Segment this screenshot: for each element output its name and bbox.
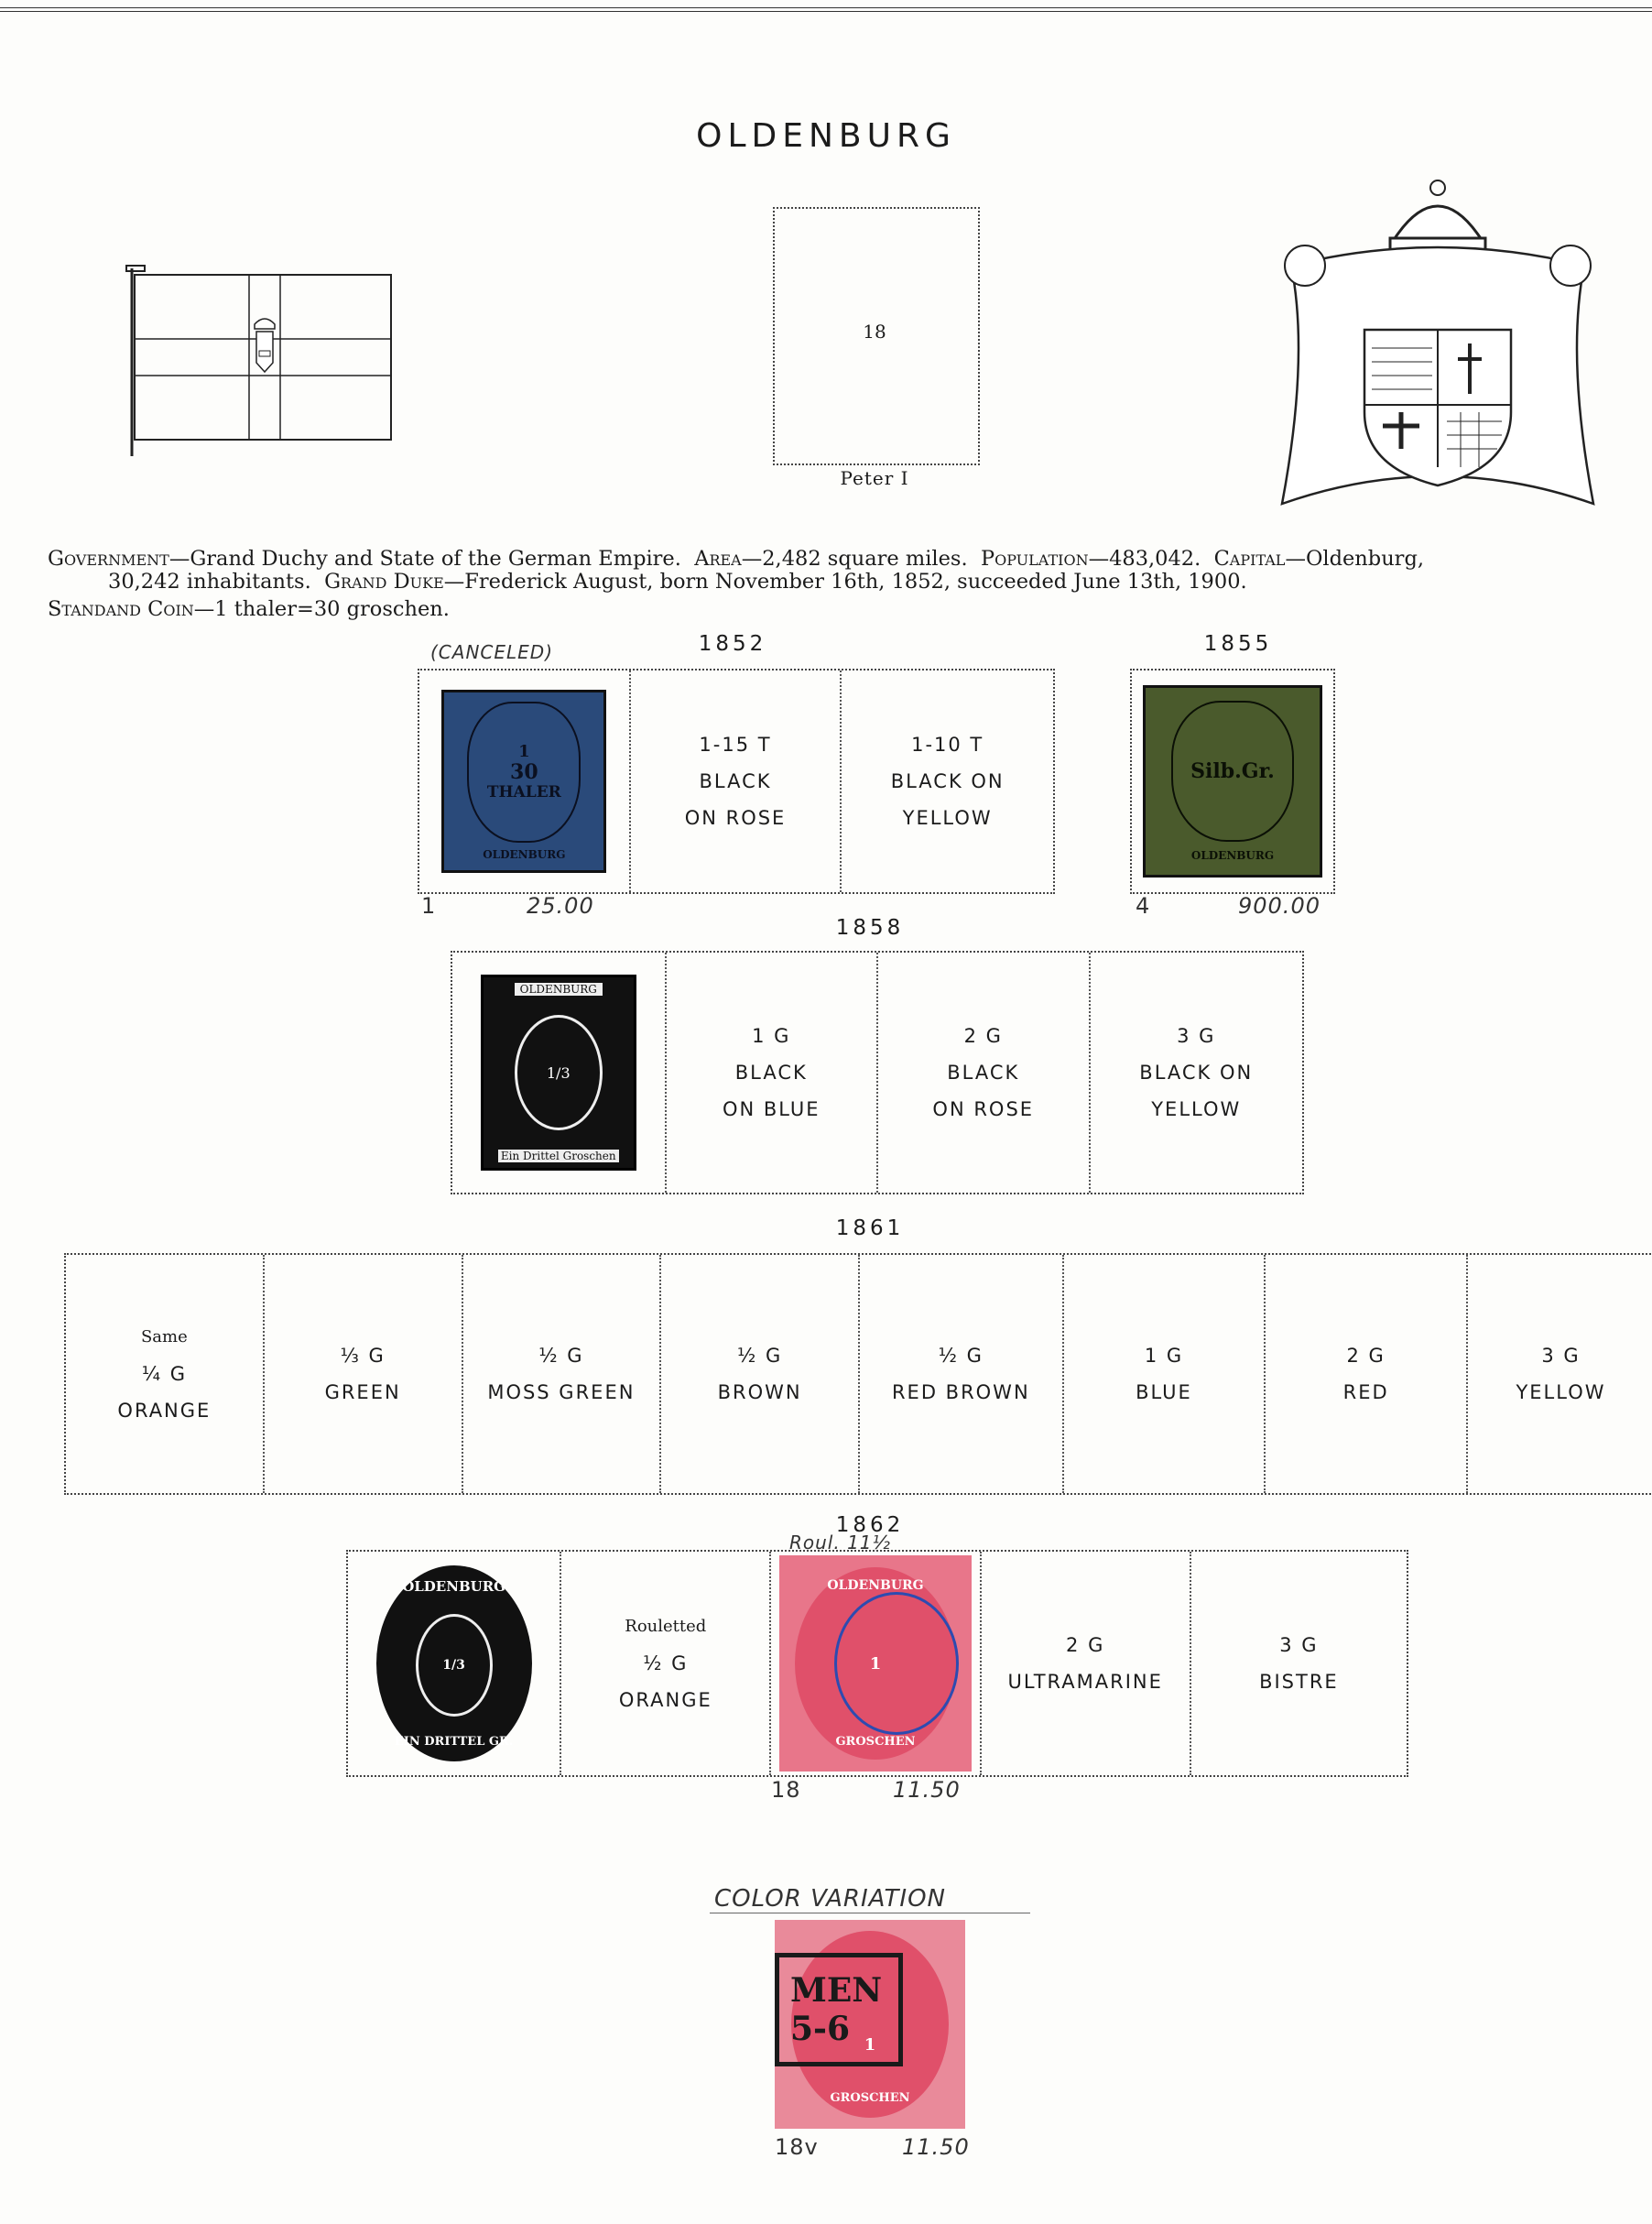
slot-line-3: YELLOW	[1151, 1098, 1242, 1120]
area-label: Area	[694, 547, 742, 571]
capital-text: —Oldenburg,	[1285, 547, 1424, 571]
slot-line-1: ¼ G	[141, 1363, 188, 1385]
year-1862: 1862	[835, 1513, 905, 1537]
slot-line-1: ½ G	[538, 1345, 584, 1367]
stamp-1855-text-2: OLDENBURG	[1190, 849, 1275, 862]
stamp-1862-red-1g[interactable]	[779, 1555, 972, 1772]
slot-1858-1g[interactable]	[667, 953, 879, 1193]
portrait-number: 18	[863, 321, 886, 343]
page-title: OLDENBURG	[696, 117, 956, 155]
row-1852	[418, 669, 1055, 894]
stamp-1852-blue[interactable]	[441, 690, 606, 873]
capital-label: Capital	[1213, 547, 1286, 571]
stamp-1855-green[interactable]	[1143, 685, 1322, 878]
price-4: 900.00	[1238, 893, 1321, 919]
slot-line-3: ON BLUE	[722, 1098, 821, 1120]
slot-line-1: 3 G	[1541, 1345, 1581, 1367]
handnote-canceled: (CANCELED)	[430, 641, 553, 663]
stamp-1862-embossed-black[interactable]	[376, 1565, 532, 1761]
slot-line-3: ON ROSE	[684, 807, 787, 829]
slot-line-1: 2 G	[963, 1025, 1003, 1047]
handnote-roulette: Roul. 11½	[789, 1532, 891, 1554]
stamp-1858-text-2: 1/3	[546, 1063, 571, 1082]
population-label: Population	[980, 547, 1089, 571]
slot-line-2: GREEN	[324, 1381, 401, 1403]
top-rule	[0, 7, 1652, 12]
slot-line-1: 1 G	[1144, 1345, 1184, 1367]
stamp-1858-slot	[452, 953, 667, 1193]
stamp-1852-text-4: OLDENBURG	[483, 848, 566, 861]
slot-line-1: ½ G	[643, 1652, 689, 1674]
slot-line-1: 3 G	[1177, 1025, 1216, 1047]
catalog-number-18v: 18v	[775, 2134, 819, 2160]
slot-line-2: RED BROWN	[891, 1381, 1030, 1403]
box-cancel-text-2: 5-6	[790, 2010, 851, 2048]
slot-line-3: YELLOW	[902, 807, 993, 829]
population-text: —483,042.	[1088, 547, 1201, 571]
catalog-number-4: 4	[1136, 893, 1151, 919]
stamp-1862-2-text-1: OLDENBURG	[827, 1578, 924, 1593]
slot-line-2: BLACK ON	[1139, 1062, 1254, 1084]
slot-line-1: 3 G	[1279, 1634, 1319, 1656]
stamp-1862-1-text-2: 1/3	[442, 1657, 465, 1673]
info-line-2	[108, 568, 1652, 595]
stamp-1862-2-slot	[771, 1552, 981, 1775]
slot-1858-3g[interactable]	[1091, 953, 1303, 1193]
slot-line-2: BLUE	[1136, 1381, 1192, 1403]
stamp-1852-text-3: THALER	[486, 783, 561, 801]
slot-line-1: 1-10 T	[911, 734, 984, 756]
government-label: Government	[48, 547, 169, 571]
postmark-cancel	[834, 1592, 959, 1735]
price-18: 11.50	[893, 1777, 961, 1803]
year-1861: 1861	[835, 1216, 905, 1240]
row-1861	[64, 1253, 1652, 1495]
slot-line-2: RED	[1342, 1381, 1389, 1403]
box-cancel	[775, 1953, 903, 2066]
stamp-1855-slot	[1132, 670, 1333, 892]
slot-line-0: Same	[140, 1327, 188, 1346]
slot-line-2: YELLOW	[1516, 1381, 1606, 1403]
slot-1862-2g[interactable]	[982, 1552, 1191, 1775]
stamp-1858-black[interactable]	[481, 975, 636, 1171]
slot-line-1: ½ G	[938, 1345, 984, 1367]
slot-1862-3g[interactable]	[1191, 1552, 1407, 1775]
stamp-18v-red[interactable]	[775, 1920, 965, 2129]
slot-1852-1-10t[interactable]	[842, 670, 1053, 892]
slot-1861-3g[interactable]	[1468, 1255, 1652, 1493]
price-18v: 11.50	[902, 2134, 970, 2160]
slot-line-1: 1-15 T	[699, 734, 772, 756]
slot-1861-1g[interactable]	[1064, 1255, 1266, 1493]
year-1858: 1858	[835, 916, 905, 940]
stamp-1852-text-1: 1	[518, 742, 530, 761]
price-1: 25.00	[527, 893, 594, 919]
grand-duke-label: Grand Duke	[324, 570, 444, 594]
stamp-1862-1-text-3: EIN DRITTEL GR.	[394, 1735, 514, 1749]
slot-1862-half-g-rouletted[interactable]	[561, 1552, 771, 1775]
slot-line-1: ½ G	[736, 1345, 783, 1367]
slot-line-2: BLACK	[699, 770, 772, 792]
slot-line-2: MOSS GREEN	[487, 1381, 636, 1403]
year-1855: 1855	[1203, 632, 1273, 656]
slot-1861-half-g-red-brown[interactable]	[860, 1255, 1064, 1493]
stamp-1858-text-3: Ein Drittel Groschen	[498, 1150, 619, 1162]
slot-line-2: BISTRE	[1259, 1671, 1339, 1693]
row-1862	[346, 1550, 1408, 1777]
coin-text: —1 thaler=30 groschen.	[193, 597, 450, 621]
stamp-1858-text-1: OLDENBURG	[515, 983, 603, 996]
government-text: —Grand Duchy and State of the German Empire.	[168, 547, 681, 571]
slot-1858-2g[interactable]	[878, 953, 1091, 1193]
stamp-18v-text-2: GROSCHEN	[830, 2091, 910, 2105]
slot-line-2: ULTRAMARINE	[1007, 1671, 1163, 1693]
inhabitants-text: 30,242 inhabitants.	[108, 570, 311, 594]
slot-1861-half-g-moss[interactable]	[463, 1255, 662, 1493]
slot-line-2: BROWN	[717, 1381, 802, 1403]
portrait-caption: Peter I	[840, 467, 909, 489]
coin-label: Standand Coin	[48, 597, 194, 621]
slot-line-2: ORANGE	[618, 1689, 712, 1711]
stamp-1855-text-1: Silb.Gr.	[1190, 759, 1275, 783]
slot-line-3: ON ROSE	[932, 1098, 1035, 1120]
slot-1852-1-15t[interactable]	[631, 670, 842, 892]
stamp-1862-1-text-1: OLDENBURG	[402, 1578, 505, 1595]
slot-line-2: ORANGE	[117, 1400, 212, 1422]
slot-line-1: ⅓ G	[340, 1345, 386, 1367]
stamp-1852-text-2: 30	[510, 760, 538, 784]
slot-line-2: BLACK	[734, 1062, 808, 1084]
color-variation-label: COLOR VARIATION	[714, 1885, 946, 1913]
box-cancel-text-1: MEN	[790, 1971, 883, 2010]
flag-illustration	[121, 264, 405, 456]
catalog-number-18: 18	[771, 1777, 801, 1803]
slot-line-1: 2 G	[1346, 1345, 1386, 1367]
slot-line-2: BLACK	[947, 1062, 1020, 1084]
row-1855	[1130, 669, 1335, 894]
row-1858	[451, 951, 1304, 1194]
slot-line-1: 2 G	[1066, 1634, 1105, 1656]
area-text: —2,482 square miles.	[741, 547, 968, 571]
year-1852: 1852	[698, 632, 767, 656]
slot-1861-quarter-g[interactable]	[66, 1255, 265, 1493]
slot-line-2: BLACK ON	[890, 770, 1005, 792]
info-line-3	[48, 595, 1650, 623]
slot-line-0: Rouletted	[625, 1617, 707, 1636]
coat-of-arms-illustration	[1264, 165, 1612, 513]
stamp-1862-2-text-3: GROSCHEN	[835, 1735, 916, 1749]
grand-duke-text: —Frederick August, born November 16th, 1852, succeeded June 13th, 1900.	[443, 570, 1247, 594]
stamp-1862-2-text-2: 1	[869, 1654, 882, 1673]
stamp-1852-slot	[419, 670, 631, 892]
stamp-1862-1-slot	[348, 1552, 561, 1775]
slot-1861-2g[interactable]	[1266, 1255, 1468, 1493]
slot-1861-third-g[interactable]	[265, 1255, 463, 1493]
slot-1861-half-g-brown[interactable]	[661, 1255, 860, 1493]
stamp-18v-text-1: 1	[864, 2035, 876, 2055]
catalog-number-1: 1	[421, 893, 437, 919]
slot-line-1: 1 G	[752, 1025, 791, 1047]
